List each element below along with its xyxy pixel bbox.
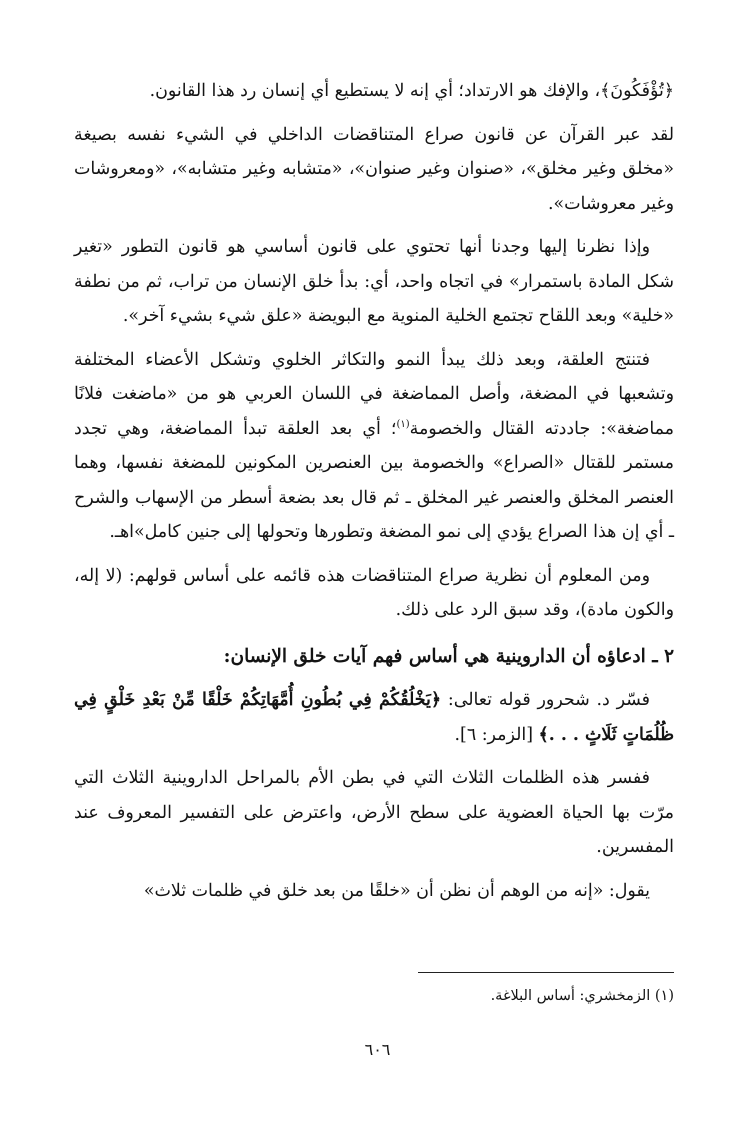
paragraph-4 — [74, 343, 674, 550]
paragraph-8: يقول: «إنه من الوهم أن نظن أن «خلقًا من بعد خلق في ظلمات ثلاث» — [143, 880, 650, 901]
paragraph-6 — [74, 683, 674, 752]
paragraph-5: ومن المعلوم أن نظرية صراع المتناقضات هذه قائمه على أساس قولهم: (لا إله، والكون مادة)، وقد سبق الرد على ذلك. — [74, 565, 674, 620]
quran-verse: ﴿يَخْلُقُكُمْ فِي بُطُونِ أُمَّهَاتِكُمْ خَلْقًا مِّنْ بَعْدِ خَلْقٍ فِي ظُلُمَاتٍ ثَلَاثٍ . . .﴾ — [74, 690, 674, 745]
footnote: (١) الزمخشري: أساس البلاغة. — [490, 988, 674, 1004]
paragraph-6-intro: فسّر د. شحرور قوله تعالى: — [441, 690, 650, 710]
section-heading: ٢ ـ ادعاؤه أن الداروينية هي أساس فهم آيات خلق الإنسان: — [223, 645, 674, 667]
page-body — [74, 74, 674, 908]
paragraph-4-text-a: فتنتج العلقة، وبعد ذلك يبدأ النمو والتكاثر الخلوي وتشكل الأعضاء المختلفة وتشعبها في المضغة، وأصل المماضغة في اللسان العربي هو من «ماضغت فلانًا مماضغة»: جاددته القتال والخصومة — [74, 349, 675, 439]
paragraph-4-text-b: ؛ أي بعد العلقة تبدأ المماضغة، وهي تجدد مستمر للقتال «الصراع» والخصومة بين العنصرين المكونين للمضغة نفسها، وهما العنصر المخلق والعنصر غير المخلق ـ ثم قال بعد بضعة أسطر من الإسهاب والشرح ـ أي إن هذا الصراع يؤدي إلى نمو المضغة وتطورها وتحولها إلى جنين كامل»اهـ. — [74, 418, 674, 542]
footnote-separator — [418, 972, 674, 973]
paragraph-1: ﴿تُؤْفَكُونَ﴾، والإفك هو الارتداد؛ أي إنه لا يستطيع أي إنسان رد هذا القانون. — [149, 81, 674, 101]
paragraph-2: لقد عبر القرآن عن قانون صراع المتناقضات الداخلي في الشيء نفسه بصيغة «مخلق وغير مخلق»، «صنوان وغير صنوان»، «متشابه وغير متشابه»، «ومعروشات وغير معروشات». — [74, 124, 674, 214]
page-number: ٦٠٦ — [364, 1040, 391, 1059]
footnote-reference: (١) — [396, 418, 410, 430]
verse-citation: [الزمر: ٦]. — [454, 724, 539, 745]
paragraph-7: ففسر هذه الظلمات الثلاث التي في بطن الأم بالمراحل الداروينية الثلاث التي مرّت بها الحياة العضوية على سطح الأرض، واعترض على التفسير المعروف عند المفسرين. — [74, 768, 674, 857]
paragraph-3: وإذا نظرنا إليها وجدنا أنها تحتوي على قانون أساسي هو قانون التطور «تغير شكل المادة باستمرار» في اتجاه واحد، أي: بدأ خلق الإنسان من تراب، ثم من نطفة «خلية» وبعد اللقاح تجتمع الخلية المنوية مع البويضة «علق شيء بشيء آخر». — [74, 237, 674, 326]
